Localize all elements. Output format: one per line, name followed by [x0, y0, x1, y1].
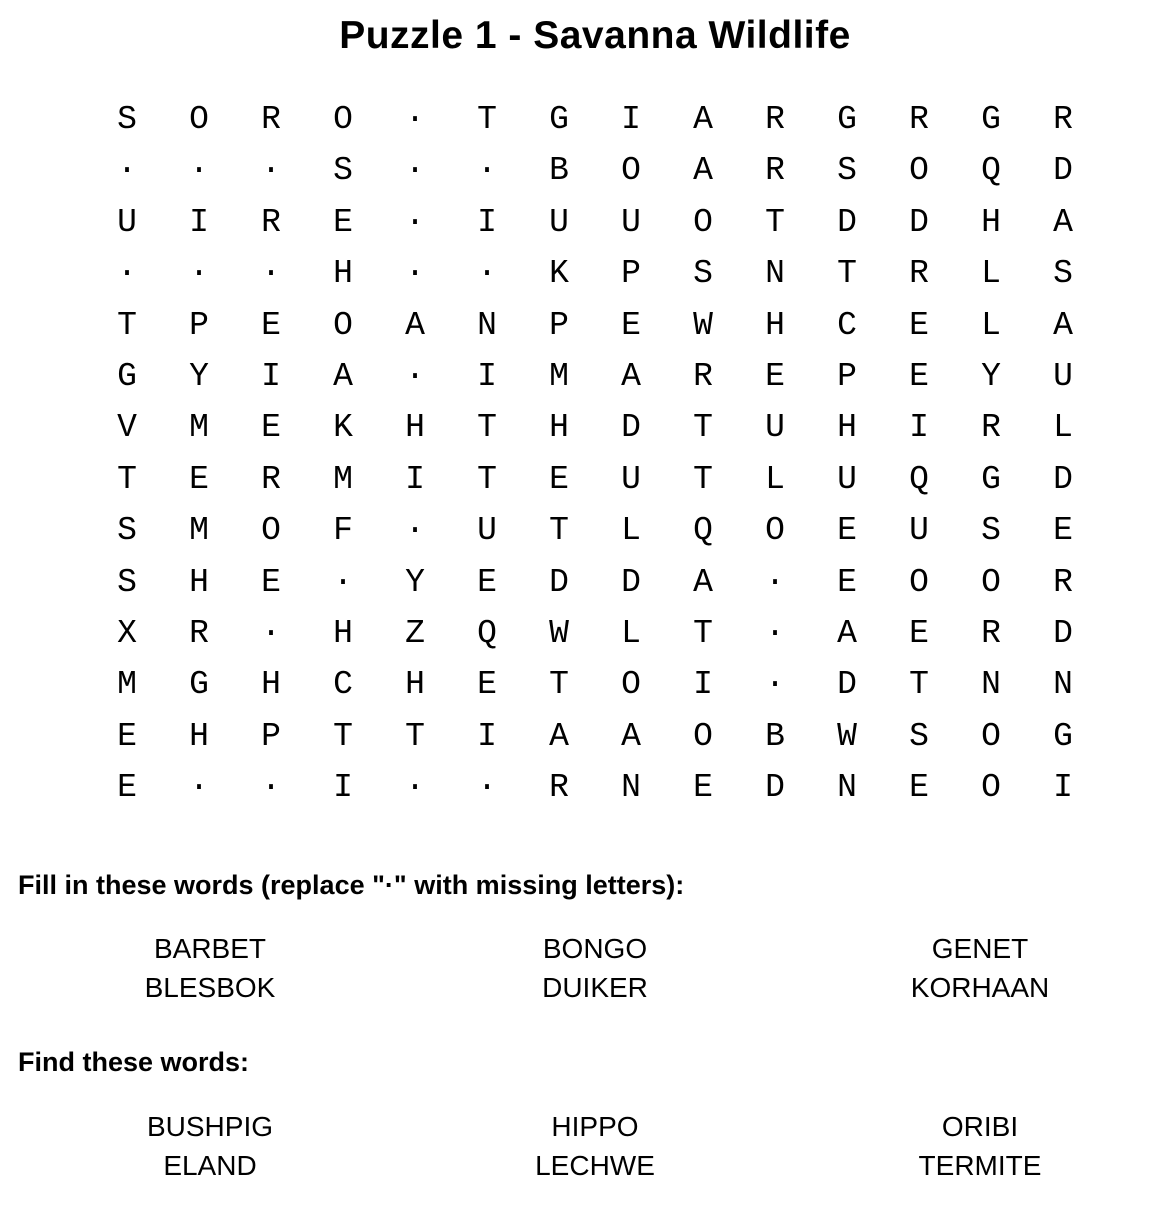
grid-cell[interactable]: E	[261, 306, 281, 344]
find-word: LECHWE	[535, 1150, 655, 1181]
grid-cell[interactable]: D	[837, 203, 857, 241]
grid-cell[interactable]: ·	[261, 152, 281, 190]
grid-cell[interactable]: D	[1053, 152, 1073, 190]
puzzle-title: Puzzle 1 - Savanna Wildlife	[339, 14, 851, 57]
grid-cell[interactable]: ·	[405, 255, 425, 293]
grid-cell[interactable]: I	[405, 460, 425, 498]
grid-cell[interactable]: H	[765, 306, 785, 344]
grid-cell[interactable]: R	[261, 460, 281, 498]
grid-cell[interactable]: C	[837, 306, 857, 344]
grid-cell[interactable]: D	[621, 409, 641, 447]
grid-cell[interactable]: T	[693, 460, 713, 498]
grid-cell[interactable]: H	[333, 614, 353, 652]
grid-cell[interactable]: ·	[405, 769, 425, 807]
grid-cell[interactable]: Y	[981, 357, 1001, 395]
grid-cell[interactable]: R	[693, 357, 713, 395]
find-words-heading: Find these words:	[18, 1047, 250, 1077]
grid-cell[interactable]: U	[765, 409, 785, 447]
grid-cell[interactable]: U	[1053, 357, 1073, 395]
grid-cell[interactable]: ·	[189, 255, 209, 293]
grid-cell[interactable]: D	[765, 769, 785, 807]
grid-cell[interactable]: H	[549, 409, 569, 447]
grid-cell[interactable]: I	[477, 717, 497, 755]
grid-cell[interactable]: O	[909, 563, 929, 601]
grid-cell[interactable]: A	[549, 717, 569, 755]
grid-cell[interactable]: E	[909, 306, 929, 344]
grid-cell[interactable]: ·	[405, 203, 425, 241]
grid-cell[interactable]: S	[1053, 255, 1073, 293]
find-word: BUSHPIG	[146, 1111, 274, 1142]
grid-cell[interactable]: T	[477, 101, 497, 138]
grid-cell[interactable]: R	[189, 614, 209, 652]
grid-cell[interactable]: E	[549, 460, 569, 498]
grid-cell[interactable]: R	[981, 614, 1001, 652]
grid-cell[interactable]: ·	[405, 512, 425, 550]
grid-cell[interactable]: T	[693, 409, 713, 447]
grid-cell[interactable]: A	[621, 357, 641, 395]
grid-cell[interactable]: O	[981, 563, 1001, 601]
grid-row	[91, 659, 1099, 710]
grid-cell[interactable]: A	[693, 152, 713, 190]
grid-cell[interactable]: L	[621, 512, 641, 550]
grid-cell[interactable]: O	[333, 101, 353, 138]
grid-cell[interactable]: ·	[189, 769, 209, 807]
grid-cell[interactable]: I	[333, 769, 353, 807]
fill-in-row	[0, 929, 1156, 968]
grid-cell[interactable]: Q	[477, 614, 497, 652]
grid-cell[interactable]: E	[189, 460, 209, 498]
grid-cell[interactable]: ·	[477, 152, 497, 190]
grid-cell[interactable]: N	[765, 255, 785, 293]
grid-cell[interactable]: N	[981, 666, 1001, 704]
grid-cell[interactable]: U	[549, 203, 569, 241]
grid-cell[interactable]: A	[1053, 306, 1073, 344]
grid-cell[interactable]: K	[549, 255, 569, 293]
grid-cell[interactable]: N	[837, 769, 857, 807]
grid-cell[interactable]: O	[621, 152, 641, 190]
grid-cell[interactable]: M	[333, 460, 353, 498]
find-word: TERMITE	[918, 1150, 1042, 1181]
grid-cell[interactable]: K	[333, 409, 353, 447]
grid-cell[interactable]: E	[693, 769, 713, 807]
grid-cell[interactable]: T	[117, 306, 137, 344]
grid-cell[interactable]: S	[909, 717, 929, 755]
find-word: ORIBI	[941, 1111, 1019, 1142]
grid-cell[interactable]: O	[693, 203, 713, 241]
grid-cell[interactable]: O	[765, 512, 785, 550]
grid-cell[interactable]: T	[117, 460, 137, 498]
grid-cell[interactable]: T	[837, 255, 857, 293]
grid-cell[interactable]: U	[909, 512, 929, 550]
grid-row	[91, 300, 1099, 351]
grid-cell[interactable]: W	[837, 717, 857, 755]
fill-in-word: BLESBOK	[144, 972, 276, 1003]
word-search-grid	[91, 94, 1099, 813]
grid-cell[interactable]: ·	[117, 255, 137, 293]
grid-cell[interactable]: E	[261, 409, 281, 447]
grid-cell[interactable]: E	[117, 769, 137, 807]
grid-cell[interactable]: ·	[765, 666, 785, 704]
grid-cell[interactable]: G	[981, 460, 1001, 498]
fill-in-row	[0, 968, 1156, 1007]
grid-cell[interactable]: E	[1053, 512, 1073, 550]
grid-cell[interactable]: E	[837, 563, 857, 601]
grid-cell[interactable]: T	[477, 460, 497, 498]
grid-cell[interactable]: S	[333, 152, 353, 190]
grid-cell[interactable]: S	[117, 563, 137, 601]
grid-cell[interactable]: B	[549, 152, 569, 190]
grid-cell[interactable]: U	[621, 203, 641, 241]
grid-cell[interactable]: Y	[189, 357, 209, 395]
grid-cell[interactable]: H	[405, 666, 425, 704]
grid-cell[interactable]: G	[549, 101, 569, 138]
grid-cell[interactable]: T	[693, 614, 713, 652]
grid-cell[interactable]: E	[909, 357, 929, 395]
grid-cell[interactable]: O	[981, 717, 1001, 755]
grid-cell[interactable]: Y	[405, 563, 425, 601]
grid-cell[interactable]: H	[405, 409, 425, 447]
grid-cell[interactable]: R	[549, 769, 569, 807]
grid-cell[interactable]: D	[1053, 460, 1073, 498]
grid-cell[interactable]: A	[1053, 203, 1073, 241]
grid-cell[interactable]: ·	[765, 614, 785, 652]
grid-cell[interactable]: U	[117, 203, 137, 241]
grid-cell[interactable]: R	[765, 101, 785, 138]
grid-cell[interactable]: I	[621, 101, 641, 138]
grid-cell[interactable]: O	[693, 717, 713, 755]
grid-cell[interactable]: H	[837, 409, 857, 447]
grid-cell[interactable]: O	[981, 769, 1001, 807]
grid-cell[interactable]: E	[117, 717, 137, 755]
grid-cell[interactable]: O	[333, 306, 353, 344]
grid-cell[interactable]: O	[621, 666, 641, 704]
grid-cell[interactable]: X	[117, 614, 137, 652]
grid-cell[interactable]: I	[1053, 769, 1073, 807]
grid-cell[interactable]: ·	[765, 563, 785, 601]
grid-cell[interactable]: S	[117, 512, 137, 550]
grid-cell[interactable]: D	[837, 666, 857, 704]
grid-cell[interactable]: N	[621, 769, 641, 807]
grid-cell[interactable]: L	[981, 255, 1001, 293]
grid-cell[interactable]: E	[477, 666, 497, 704]
grid-cell[interactable]: ·	[117, 152, 137, 190]
grid-cell[interactable]: S	[117, 101, 137, 138]
grid-cell[interactable]: A	[693, 563, 713, 601]
grid-cell[interactable]: E	[765, 357, 785, 395]
grid-cell[interactable]: E	[837, 512, 857, 550]
grid-cell[interactable]: T	[765, 203, 785, 241]
grid-cell[interactable]: P	[837, 357, 857, 395]
grid-cell[interactable]: A	[693, 101, 713, 138]
grid-cell[interactable]: R	[909, 101, 929, 138]
grid-cell[interactable]: W	[693, 306, 713, 344]
grid-cell[interactable]: E	[909, 769, 929, 807]
grid-cell[interactable]: G	[189, 666, 209, 704]
grid-cell[interactable]: G	[1053, 717, 1073, 755]
grid-cell[interactable]: P	[621, 255, 641, 293]
grid-cell[interactable]: L	[621, 614, 641, 652]
grid-cell[interactable]: N	[1053, 666, 1073, 704]
grid-row	[91, 94, 1099, 145]
grid-cell[interactable]: W	[549, 614, 569, 652]
grid-cell[interactable]: P	[189, 306, 209, 344]
grid-cell[interactable]: O	[261, 512, 281, 550]
grid-cell[interactable]: Z	[405, 614, 425, 652]
find-word: ELAND	[163, 1150, 257, 1181]
grid-cell[interactable]: I	[189, 203, 209, 241]
grid-cell[interactable]: H	[981, 203, 1001, 241]
grid-cell[interactable]: D	[909, 203, 929, 241]
grid-cell[interactable]: U	[477, 512, 497, 550]
grid-cell[interactable]: A	[405, 306, 425, 344]
grid-cell[interactable]: R	[1053, 101, 1073, 138]
grid-row	[91, 454, 1099, 505]
grid-cell[interactable]: T	[477, 409, 497, 447]
grid-row	[91, 351, 1099, 402]
grid-row	[91, 608, 1099, 659]
fill-in-word-list	[0, 929, 1156, 1007]
grid-cell[interactable]: A	[333, 357, 353, 395]
grid-cell[interactable]: R	[261, 101, 281, 138]
grid-cell[interactable]: ·	[261, 614, 281, 652]
grid-cell[interactable]: D	[549, 563, 569, 601]
grid-cell[interactable]: P	[261, 717, 281, 755]
grid-cell[interactable]: L	[1053, 409, 1073, 447]
grid-cell[interactable]: R	[1053, 563, 1073, 601]
grid-cell[interactable]: ·	[189, 152, 209, 190]
grid-cell[interactable]: E	[261, 563, 281, 601]
grid-cell[interactable]: ·	[261, 255, 281, 293]
grid-cell[interactable]: H	[333, 255, 353, 293]
grid-row	[91, 402, 1099, 453]
find-word: HIPPO	[551, 1111, 639, 1142]
grid-cell[interactable]: L	[981, 306, 1001, 344]
grid-cell[interactable]: Q	[981, 152, 1001, 190]
grid-cell[interactable]: T	[549, 512, 569, 550]
grid-cell[interactable]: G	[117, 357, 137, 395]
grid-cell[interactable]: ·	[405, 357, 425, 395]
grid-cell[interactable]: D	[621, 563, 641, 601]
grid-cell[interactable]: H	[189, 563, 209, 601]
grid-cell[interactable]: S	[981, 512, 1001, 550]
grid-cell[interactable]: V	[117, 409, 137, 447]
grid-cell[interactable]: T	[909, 666, 929, 704]
grid-cell[interactable]: R	[909, 255, 929, 293]
grid-cell[interactable]: M	[189, 409, 209, 447]
grid-cell[interactable]: O	[189, 101, 209, 138]
grid-cell[interactable]: H	[261, 666, 281, 704]
grid-row	[91, 762, 1099, 813]
find-word-list	[0, 1107, 1156, 1185]
grid-cell[interactable]: I	[477, 203, 497, 241]
grid-cell[interactable]: R	[261, 203, 281, 241]
grid-cell[interactable]: ·	[333, 563, 353, 601]
grid-cell[interactable]: T	[333, 717, 353, 755]
grid-cell[interactable]: U	[621, 460, 641, 498]
grid-cell[interactable]: E	[333, 203, 353, 241]
grid-cell[interactable]: I	[477, 357, 497, 395]
grid-row	[91, 557, 1099, 608]
grid-row	[91, 248, 1099, 299]
grid-row	[91, 197, 1099, 248]
fill-in-word: KORHAAN	[910, 972, 1050, 1003]
grid-cell[interactable]: E	[477, 563, 497, 601]
fill-in-word: DUIKER	[542, 972, 648, 1003]
grid-cell[interactable]: A	[837, 614, 857, 652]
grid-cell[interactable]: M	[117, 666, 137, 704]
grid-cell[interactable]: H	[189, 717, 209, 755]
grid-cell[interactable]: G	[981, 101, 1001, 138]
grid-cell[interactable]: I	[693, 666, 713, 704]
grid-row	[91, 711, 1099, 762]
grid-cell[interactable]: ·	[405, 101, 425, 138]
grid-cell[interactable]: S	[693, 255, 713, 293]
grid-cell[interactable]: C	[333, 666, 353, 704]
grid-cell[interactable]: I	[261, 357, 281, 395]
find-row	[0, 1107, 1156, 1146]
fill-in-word: GENET	[931, 933, 1029, 964]
grid-cell[interactable]: ·	[477, 255, 497, 293]
grid-cell[interactable]: G	[837, 101, 857, 138]
grid-cell[interactable]: L	[765, 460, 785, 498]
grid-cell[interactable]: T	[405, 717, 425, 755]
grid-cell[interactable]: M	[549, 357, 569, 395]
grid-cell[interactable]: A	[621, 717, 641, 755]
grid-cell[interactable]: Q	[909, 460, 929, 498]
grid-cell[interactable]: N	[477, 306, 497, 344]
grid-cell[interactable]: I	[909, 409, 929, 447]
grid-cell[interactable]: R	[981, 409, 1001, 447]
grid-cell[interactable]: U	[837, 460, 857, 498]
grid-cell[interactable]: ·	[261, 769, 281, 807]
grid-cell[interactable]: R	[765, 152, 785, 190]
fill-in-heading: Fill in these words (replace "·" with missing letters):	[18, 870, 685, 900]
grid-cell[interactable]: O	[909, 152, 929, 190]
grid-cell[interactable]: E	[621, 306, 641, 344]
grid-row	[91, 145, 1099, 196]
fill-in-word: BONGO	[542, 933, 648, 964]
grid-cell[interactable]: ·	[477, 769, 497, 807]
find-row	[0, 1146, 1156, 1185]
grid-cell[interactable]: F	[333, 512, 353, 550]
grid-cell[interactable]: Q	[693, 512, 713, 550]
grid-cell[interactable]: D	[1053, 614, 1073, 652]
grid-cell[interactable]: B	[765, 717, 785, 755]
grid-row	[91, 505, 1099, 556]
fill-in-word: BARBET	[153, 933, 267, 964]
grid-cell[interactable]: E	[909, 614, 929, 652]
grid-cell[interactable]: ·	[405, 152, 425, 190]
grid-cell[interactable]: S	[837, 152, 857, 190]
grid-cell[interactable]: P	[549, 306, 569, 344]
grid-cell[interactable]: T	[549, 666, 569, 704]
grid-cell[interactable]: M	[189, 512, 209, 550]
